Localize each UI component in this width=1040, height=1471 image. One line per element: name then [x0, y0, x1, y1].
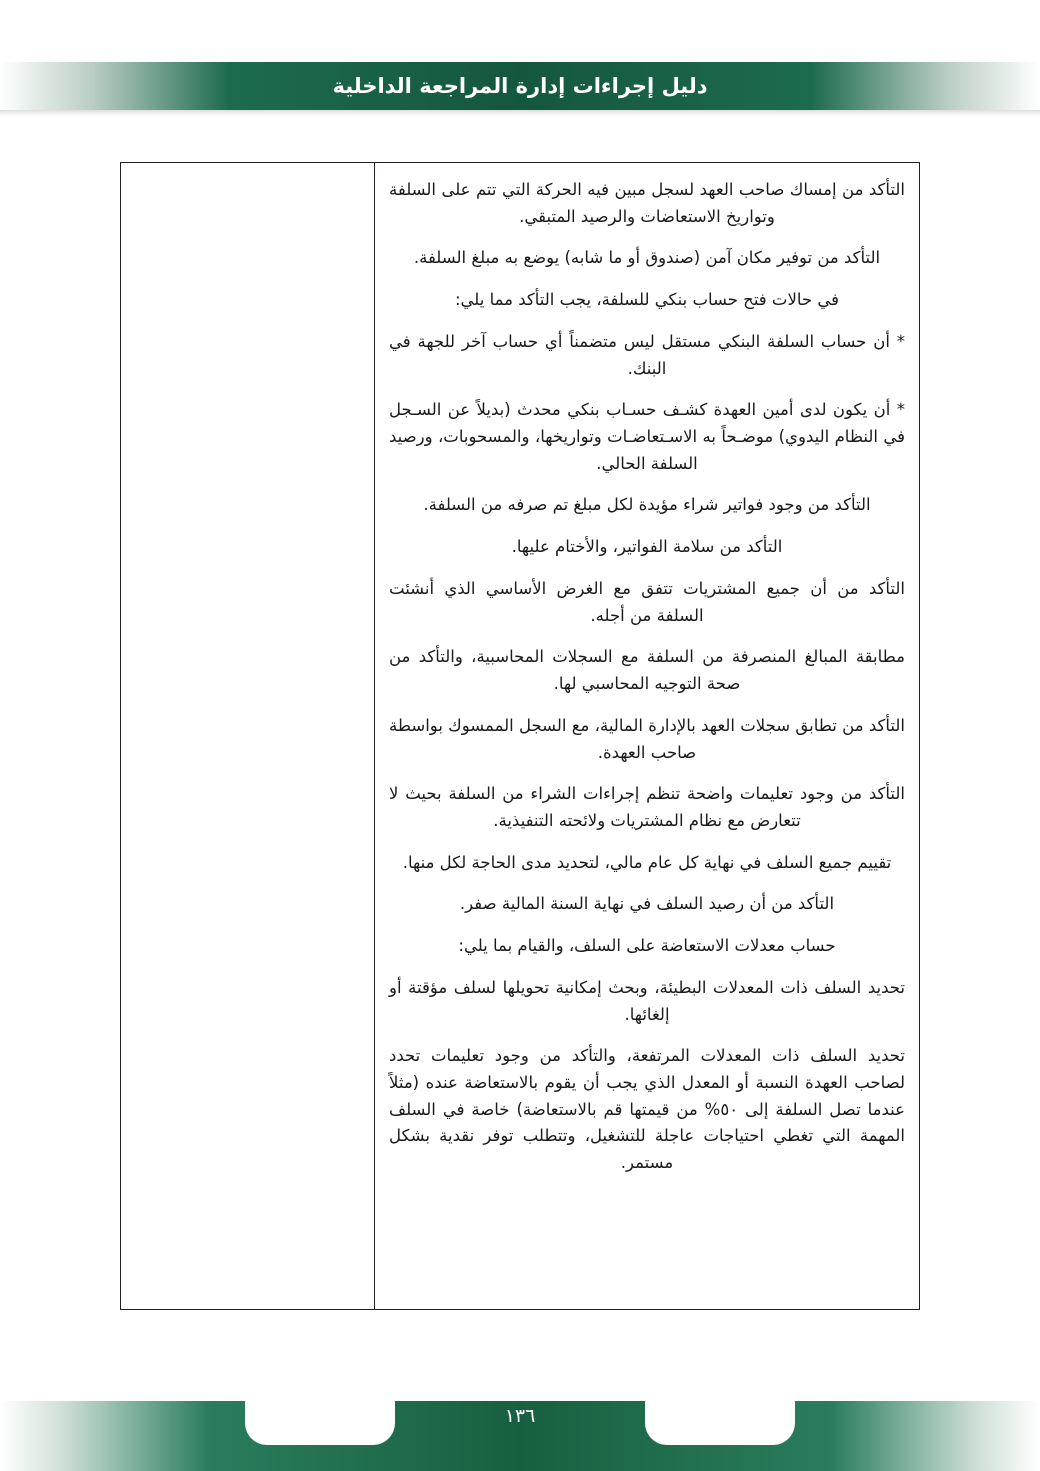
page-number: ١٣٦ — [504, 1405, 536, 1427]
table-row: التأكد من سلامة الفواتير، والأختام عليها. — [511, 537, 783, 557]
page-title: دليل إجراءات إدارة المراجعة الداخلية — [332, 74, 708, 98]
header-title-container — [0, 62, 1040, 110]
table-row: تقييم جميع السلف في نهاية كل عام مالي، لتحديد مدى الحاجة لكل منها. — [402, 852, 892, 872]
table-row: تحديد السلف ذات المعدلات المرتفعة، والتأكد من وجود تعليمات تحدد لصاحب العهدة النسبة أو المعدل الذي يجب أن يقوم بالاستعاضة عنده (مثلاً عندما تصل السلفة إلى ٥٠% من قيمتها قم بالاستعاضة) خاصة في السلف المهمة التي تغطي احتياجات عاجلة للتشغيل، وتتطلب توفر نقدية بشكل مستمر. — [389, 1046, 906, 1173]
table-row: التأكد من وجود فواتير شراء مؤيدة لكل مبلغ تم صرفه من السلفة. — [423, 495, 871, 515]
table-row: التأكد من أن رصيد السلف في نهاية السنة المالية صفر. — [459, 894, 835, 914]
table-row: حساب معدلات الاستعاضة على السلف، والقيام بما يلي: — [458, 936, 836, 956]
content-table — [120, 162, 920, 1310]
table-row: التأكد من توفير مكان آمن (صندوق أو ما شابه) يوضع به مبلغ السلفة. — [413, 248, 881, 268]
table-row: في حالات فتح حساب بنكي للسلفة، يجب التأكد مما يلي: — [455, 290, 839, 310]
page-header — [0, 0, 1040, 130]
table-row: * أن حساب السلفة البنكي مستقل ليس متضمناً أي حساب آخر للجهة في البنك. — [389, 331, 905, 378]
table-column-items — [374, 163, 919, 1309]
table-row: * أن يكون لدى أمين العهدة كشـف حسـاب بنكي محدث (بديلاً عن السـجل في النظام اليدوي) موضـحاً به الاسـتعاضـات وتواريخها، والمسحوبات، ورصيد السلفة الحالي. — [389, 400, 905, 473]
table-row: التأكد من أن جميع المشتريات تتفق مع الغرض الأساسي الذي أنشئت السلفة من أجله. — [389, 578, 905, 625]
table-row: تحديد السلف ذات المعدلات البطيئة، وبحث إمكانية تحويلها لسلف مؤقتة أو إلغائها. — [389, 977, 905, 1024]
table-row: مطابقة المبالغ المنصرفة من السلفة مع السجلات المحاسبية، والتأكد من صحة التوجيه المحاسبي لها. — [389, 647, 905, 694]
table-row: التأكد من وجود تعليمات واضحة تنظم إجراءات الشراء من السلفة بحيث لا تتعارض مع نظام المشتريات ولائحته التنفيذية. — [389, 784, 905, 830]
table-column-notes — [121, 163, 374, 1309]
page-footer — [0, 1355, 1040, 1471]
header-shadow — [0, 110, 1040, 116]
table-row: التأكد من تطابق سجلات العهد بالإدارة المالية، مع السجل الممسوك بواسطة صاحب العهدة. — [389, 715, 905, 762]
table-row: التأكد من إمساك صاحب العهد لسجل مبين فيه الحركة التي تتم على السلفة وتواريخ الاستعاضات والرصيد المتبقي. — [389, 180, 905, 226]
